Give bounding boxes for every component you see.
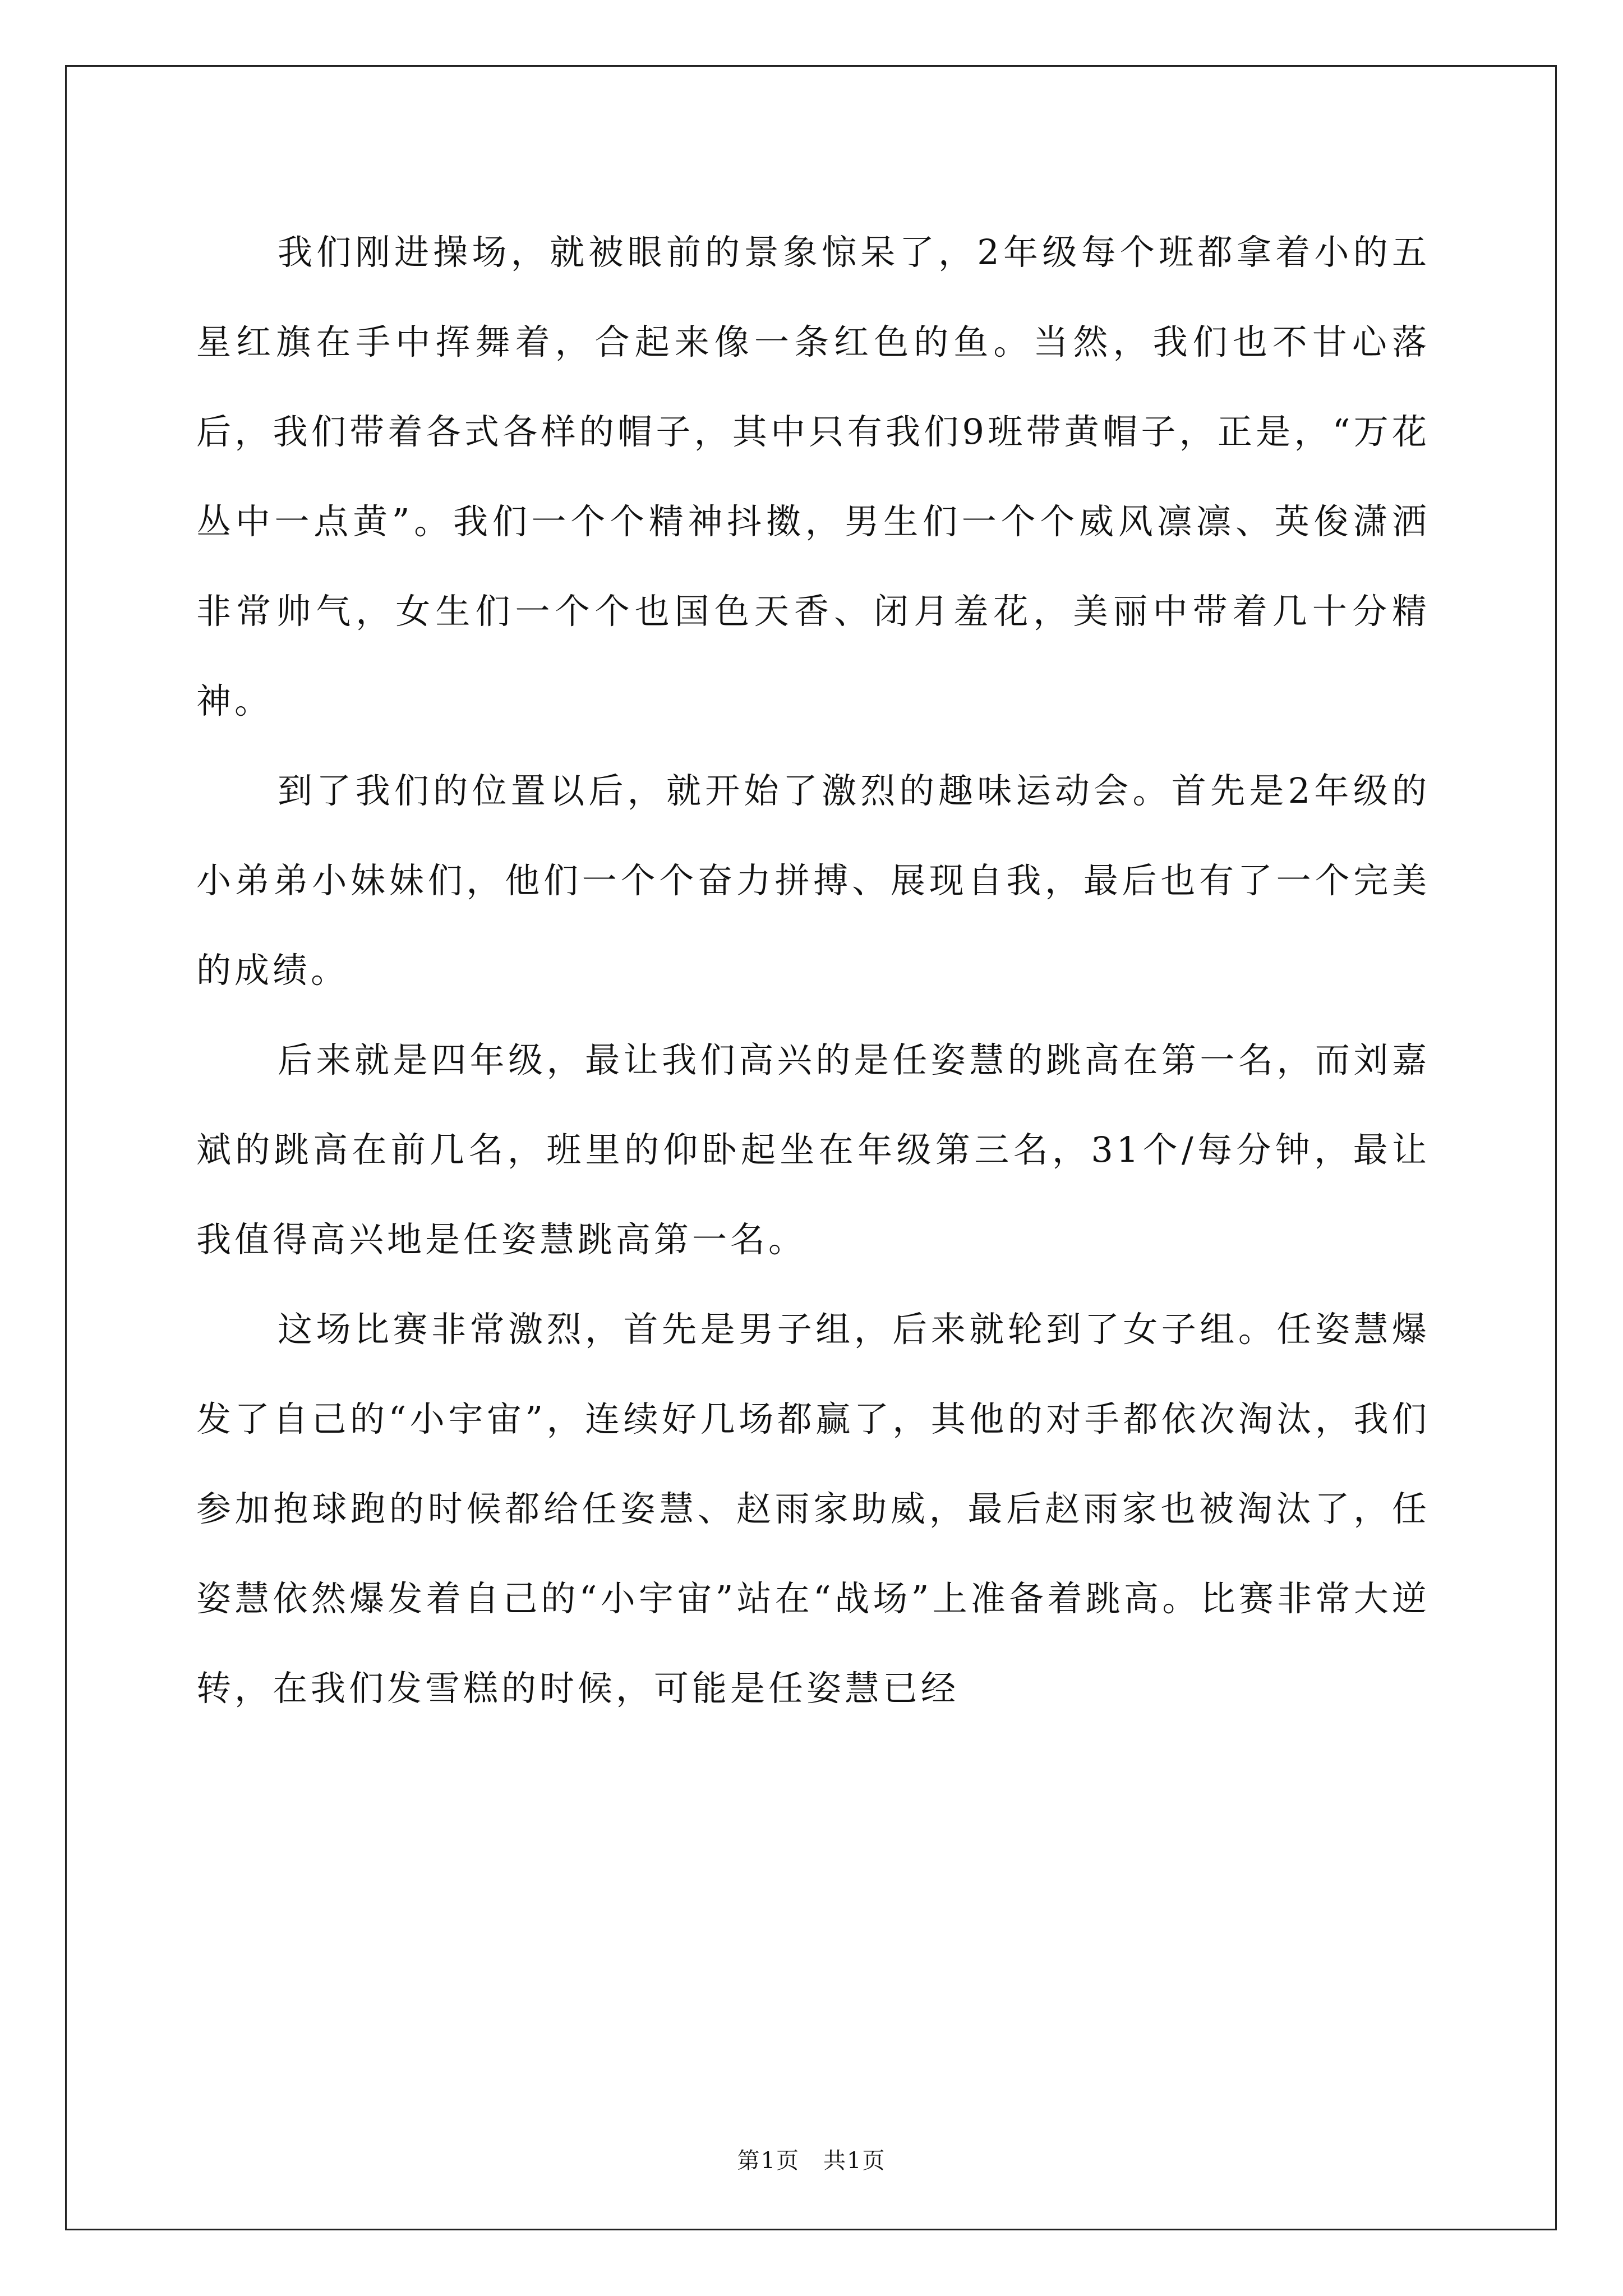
paragraph-2: 到了我们的位置以后，就开始了激烈的趣味运动会。首先是2年级的小弟弟小妹妹们，他们一个个奋力拼搏、展现自我，最后也有了一个完美的成绩。 bbox=[196, 770, 1430, 991]
document-body bbox=[196, 208, 1430, 1733]
paragraph-1: 我们刚进操场，就被眼前的景象惊呆了，2年级每个班都拿着小的五星红旗在手中挥舞着，合起来像一条红色的鱼。当然，我们也不甘心落后，我们带着各式各样的帽子，其中只有我们9班带黄帽子，正是，“万花丛中一点黄”。我们一个个精神抖擞，男生们一个个威风凛凛、英俊潇洒非常帅气，女生们一个个也国色天香、闭月羞花，美丽中带着几十分精神。 bbox=[196, 232, 1430, 721]
page-number-footer: 第1页 共1页 bbox=[737, 2148, 886, 2174]
paragraph-3: 后来就是四年级，最让我们高兴的是任姿慧的跳高在第一名，而刘嘉斌的跳高在前几名，班里的仰卧起坐在年级第三名，31个/每分钟，最让我值得高兴地是任姿慧跳高第一名。 bbox=[196, 1039, 1430, 1260]
paragraph-4: 这场比赛非常激烈，首先是男子组，后来就轮到了女子组。任姿慧爆发了自己的“小宇宙”，连续好几场都赢了，其他的对手都依次淘汰，我们参加抱球跑的时候都给任姿慧、赵雨家助威，最后赵雨家也被淘汰了，任姿慧依然爆发着自己的“小宇宙”站在“战场”上准备着跳高。比赛非常大逆转，在我们发雪糕的时候，可能是任姿慧已经 bbox=[196, 1309, 1430, 1709]
